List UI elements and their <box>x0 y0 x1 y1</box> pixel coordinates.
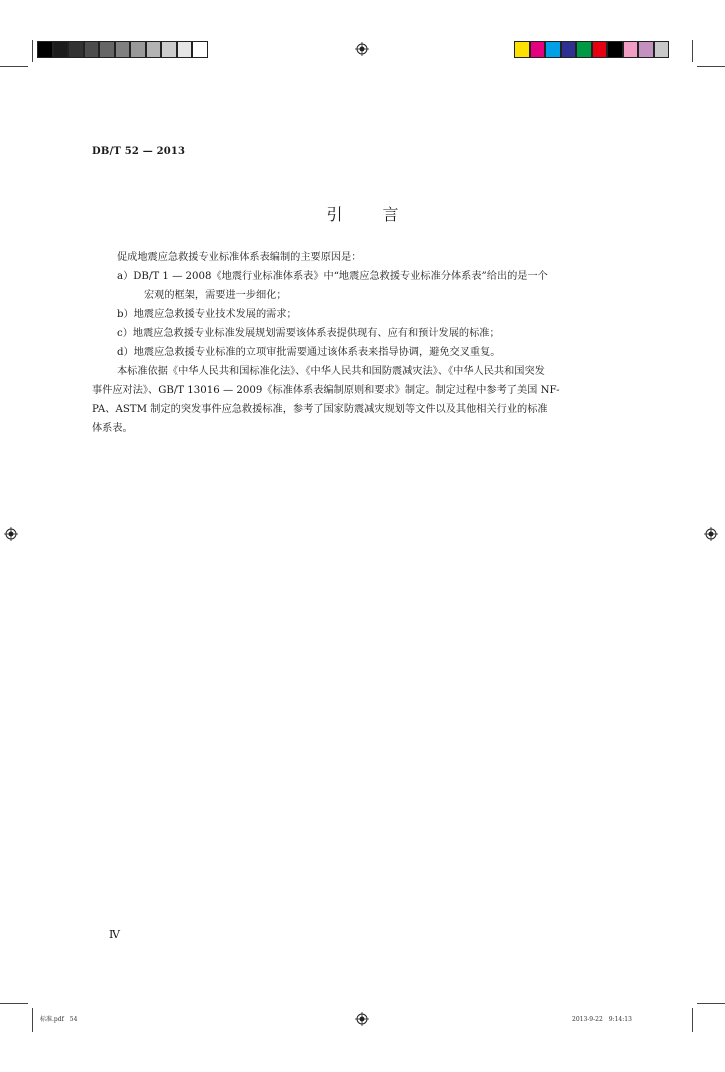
grayscale-calibration-bar <box>37 41 208 58</box>
color-swatch <box>177 41 193 58</box>
color-swatch <box>115 41 131 58</box>
registration-mark-icon <box>704 527 718 541</box>
standard-code-header: DB/T 52 — 2013 <box>92 146 186 157</box>
color-swatch <box>130 41 146 58</box>
page-number: Ⅳ <box>109 928 120 941</box>
footer-timestamp: 2013-9-22 9:14:13 <box>572 1016 632 1023</box>
crop-mark <box>697 66 725 67</box>
paragraph-basis-line-4: 体系表。 <box>92 423 133 434</box>
list-item-a: a）DB/T 1 — 2008《地震行业标准体系表》中“地震应急救援专业标准分体系表”给出的是一个 <box>117 271 548 282</box>
paragraph-intro: 促成地震应急救援专业标准体系表编制的主要原因是： <box>117 252 362 263</box>
list-item-a-continued: 宏观的框架，需要进一步细化； <box>144 290 287 301</box>
registration-mark-icon <box>355 42 369 56</box>
color-swatch <box>576 41 592 58</box>
color-swatch <box>654 41 670 58</box>
color-calibration-bar <box>514 41 669 58</box>
crop-mark <box>692 1008 693 1032</box>
footer-file-info: 标准.pdf 54 <box>40 1016 78 1023</box>
registration-mark-icon <box>355 1012 369 1026</box>
crop-mark <box>692 40 693 62</box>
registration-mark-icon <box>4 527 18 541</box>
color-swatch <box>99 41 115 58</box>
paragraph-basis-line-3: PA、ASTM 制定的突发事件应急救援标准，参考了国家防震减灾规划等文件以及其他相关行业的标准 <box>92 404 548 415</box>
color-swatch <box>561 41 577 58</box>
color-swatch <box>146 41 162 58</box>
color-swatch <box>514 41 530 58</box>
color-swatch <box>161 41 177 58</box>
color-swatch <box>623 41 639 58</box>
color-swatch <box>192 41 208 58</box>
color-swatch <box>592 41 608 58</box>
color-swatch <box>530 41 546 58</box>
introduction-body <box>92 248 620 438</box>
crop-mark <box>0 1003 28 1004</box>
page-title: 引言 <box>326 205 439 224</box>
color-swatch <box>53 41 69 58</box>
list-item-c: c）地震应急救援专业标准发展规划需要该体系表提供现有、应有和预计发展的标准； <box>117 328 500 339</box>
color-swatch <box>68 41 84 58</box>
color-swatch <box>638 41 654 58</box>
paragraph-basis-line-2: 事件应对法》、GB/T 13016 — 2009《标准体系表编制原则和要求》制定。制定过程中参考了美国 NF- <box>92 385 560 396</box>
list-item-b: b）地震应急救援专业技术发展的需求； <box>117 309 297 320</box>
color-swatch <box>607 41 623 58</box>
crop-mark <box>0 66 28 67</box>
color-swatch <box>545 41 561 58</box>
list-item-d: d）地震应急救援专业标准的立项审批需要通过该体系表来指导协调，避免交叉重复。 <box>117 347 501 358</box>
crop-mark <box>32 40 33 62</box>
color-swatch <box>37 41 53 58</box>
color-swatch <box>84 41 100 58</box>
crop-mark <box>697 1003 725 1004</box>
paragraph-basis-line-1: 本标准依据《中华人民共和国标准化法》、《中华人民共和国防震减灾法》、《中华人民共和国突发 <box>117 366 545 377</box>
crop-mark <box>32 1008 33 1032</box>
